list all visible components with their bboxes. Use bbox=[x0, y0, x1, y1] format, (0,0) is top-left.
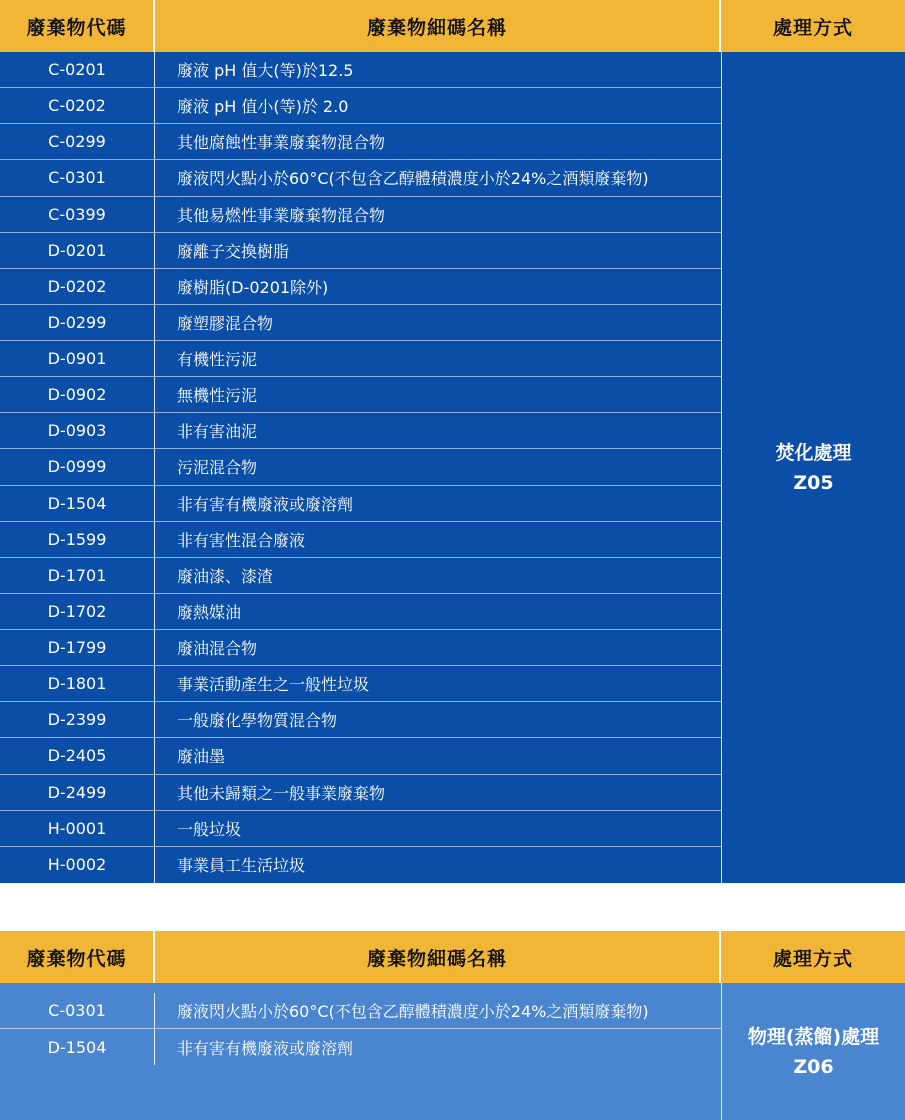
header-code: 廢棄物代碼 bbox=[0, 0, 155, 52]
waste-code: D-0201 bbox=[0, 233, 155, 268]
header-code: 廢棄物代碼 bbox=[0, 931, 155, 983]
waste-name: 廢液閃火點小於60°C(不包含乙醇體積濃度小於24%之酒類廢棄物) bbox=[177, 1002, 649, 1021]
table-row bbox=[0, 341, 721, 377]
table-row bbox=[0, 993, 721, 1029]
method-code: Z06 bbox=[793, 1055, 834, 1078]
waste-name: 污泥混合物 bbox=[177, 458, 258, 478]
waste-name: 廢離子交換樹脂 bbox=[177, 241, 290, 261]
method-label: 物理(蒸餾)處理 bbox=[747, 1025, 880, 1048]
table-row bbox=[0, 594, 721, 630]
waste-code: D-2499 bbox=[0, 775, 155, 810]
waste-name: 廢塑膠混合物 bbox=[177, 313, 274, 333]
waste-code: D-0202 bbox=[0, 269, 155, 304]
waste-code: D-1504 bbox=[0, 486, 155, 521]
waste-name: 其他易燃性事業廢棄物混合物 bbox=[177, 205, 386, 225]
table-header bbox=[0, 931, 905, 983]
waste-name: 廢油墨 bbox=[177, 747, 226, 767]
table-row bbox=[0, 413, 721, 449]
waste-code: D-0903 bbox=[0, 413, 155, 448]
table-row bbox=[0, 197, 721, 233]
waste-name: 廢液 pH 值大(等)於12.5 bbox=[177, 61, 354, 81]
waste-code: D-2399 bbox=[0, 702, 155, 737]
table-row bbox=[0, 233, 721, 269]
table-row bbox=[0, 269, 721, 305]
waste-code: C-0201 bbox=[0, 52, 155, 87]
waste-name: 事業員工生活垃圾 bbox=[177, 856, 306, 876]
table-row bbox=[0, 811, 721, 847]
waste-code: H-0001 bbox=[0, 811, 155, 846]
waste-code: D-2405 bbox=[0, 738, 155, 773]
table-row bbox=[0, 124, 721, 160]
waste-name: 非有害性混合廢液 bbox=[177, 530, 306, 550]
table-body bbox=[0, 983, 905, 1120]
waste-name: 廢油漆、漆渣 bbox=[177, 566, 274, 586]
table-row bbox=[0, 377, 721, 413]
waste-name: 一般廢化學物質混合物 bbox=[177, 711, 338, 731]
table-row bbox=[0, 449, 721, 485]
table-body bbox=[0, 52, 905, 883]
waste-code: C-0301 bbox=[0, 993, 155, 1028]
waste-name: 廢熱媒油 bbox=[177, 602, 242, 622]
waste-name: 廢液 pH 值小(等)於 2.0 bbox=[177, 97, 349, 117]
waste-code: D-1504 bbox=[0, 1029, 155, 1065]
table-row bbox=[0, 522, 721, 558]
table-row bbox=[0, 702, 721, 738]
waste-name: 非有害有機廢液或廢溶劑 bbox=[177, 1038, 354, 1058]
header-method: 處理方式 bbox=[772, 947, 853, 970]
method-code: Z05 bbox=[793, 471, 834, 494]
waste-name: 廢液閃火點小於60°C(不包含乙醇體積濃度小於24%之酒類廢棄物) bbox=[177, 169, 649, 189]
table-row bbox=[0, 52, 721, 88]
waste-code: D-1701 bbox=[0, 558, 155, 593]
waste-name: 無機性污泥 bbox=[177, 386, 258, 406]
waste-code: D-1599 bbox=[0, 522, 155, 557]
table-rows bbox=[0, 983, 721, 1120]
waste-code: D-0299 bbox=[0, 305, 155, 340]
table-row bbox=[0, 775, 721, 811]
waste-code: D-0901 bbox=[0, 341, 155, 376]
waste-name: 其他腐蝕性事業廢棄物混合物 bbox=[177, 133, 386, 153]
table-row bbox=[0, 486, 721, 522]
waste-code: C-0202 bbox=[0, 88, 155, 123]
header-method: 處理方式 bbox=[772, 16, 853, 39]
waste-name: 非有害有機廢液或廢溶劑 bbox=[177, 494, 354, 514]
waste-code: D-0999 bbox=[0, 449, 155, 484]
table-row bbox=[0, 1029, 721, 1065]
waste-code: C-0301 bbox=[0, 160, 155, 195]
waste-name: 廢樹脂(D-0201除外) bbox=[177, 277, 329, 297]
table-row bbox=[0, 738, 721, 774]
treatment-method bbox=[721, 983, 905, 1120]
table-row bbox=[0, 666, 721, 702]
waste-name: 其他未歸類之一般事業廢棄物 bbox=[177, 783, 386, 803]
table-rows bbox=[0, 52, 721, 883]
table-row bbox=[0, 558, 721, 594]
table-header bbox=[0, 0, 905, 52]
header-name: 廢棄物細碼名稱 bbox=[155, 0, 721, 52]
waste-code: C-0399 bbox=[0, 197, 155, 232]
table-row bbox=[0, 305, 721, 341]
method-label: 焚化處理 bbox=[775, 441, 852, 464]
waste-name: 非有害油泥 bbox=[177, 422, 258, 442]
waste-code: H-0002 bbox=[0, 847, 155, 883]
table-row bbox=[0, 160, 721, 196]
distillation-table bbox=[0, 931, 905, 1120]
waste-code: C-0299 bbox=[0, 124, 155, 159]
waste-name: 一般垃圾 bbox=[177, 819, 242, 839]
table-row bbox=[0, 88, 721, 124]
table-row bbox=[0, 630, 721, 666]
treatment-method bbox=[721, 52, 905, 883]
waste-name: 事業活動產生之一般性垃圾 bbox=[177, 675, 370, 695]
waste-name: 廢油混合物 bbox=[177, 639, 258, 659]
waste-code: D-1799 bbox=[0, 630, 155, 665]
waste-code: D-1702 bbox=[0, 594, 155, 629]
waste-code: D-0902 bbox=[0, 377, 155, 412]
waste-name: 有機性污泥 bbox=[177, 350, 258, 370]
table-row bbox=[0, 847, 721, 883]
waste-code: D-1801 bbox=[0, 666, 155, 701]
header-name: 廢棄物細碼名稱 bbox=[155, 931, 721, 983]
